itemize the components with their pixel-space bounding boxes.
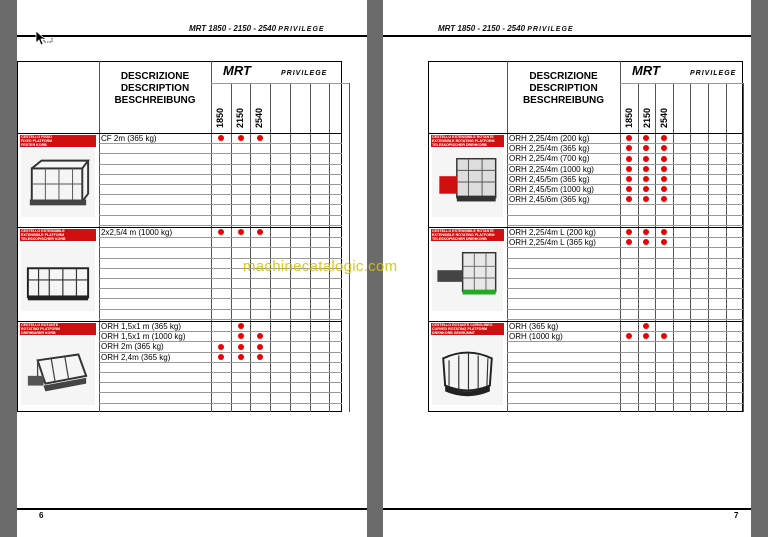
description-header-line: DESCRIZIONE xyxy=(529,71,598,82)
model-header-1850: 1850 xyxy=(215,107,225,128)
row-description: ORH 1,5x1 m (1000 kg) xyxy=(101,332,186,342)
header-rule xyxy=(17,35,367,37)
platform-image xyxy=(21,149,95,217)
row-divider xyxy=(99,164,342,165)
description-header-line: DESCRIPTION xyxy=(529,83,598,94)
row-divider xyxy=(507,258,743,259)
mrt-label: MRT xyxy=(632,63,660,78)
availability-dot xyxy=(218,354,224,360)
availability-dot xyxy=(661,166,667,172)
model-header-1850: 1850 xyxy=(624,107,634,128)
row-divider xyxy=(99,204,342,205)
section-label xyxy=(20,229,96,241)
model-header-2150: 2150 xyxy=(234,107,245,128)
row-divider xyxy=(99,143,342,144)
section-label xyxy=(431,323,504,335)
section-label-line: CESTELLO FISSO xyxy=(21,135,52,139)
availability-dot xyxy=(238,333,244,339)
description-header xyxy=(507,71,620,107)
availability-dot xyxy=(626,176,632,182)
row-divider xyxy=(99,309,342,310)
availability-dot xyxy=(238,354,244,360)
row-divider xyxy=(99,225,342,226)
row-divider xyxy=(99,278,342,279)
row-description: ORH 2,4m (365 kg) xyxy=(101,352,171,362)
section-label-line: TELESKOPISCHER DREHKORB xyxy=(432,143,487,147)
availability-dot xyxy=(238,135,244,141)
availability-dot xyxy=(238,229,244,235)
section-label-line: FESTER KORB xyxy=(21,143,47,147)
row-divider xyxy=(507,403,743,404)
section-image xyxy=(432,337,503,405)
section-label-line: EXTENSIBLE ROTATING PLATFORM xyxy=(432,233,495,237)
availability-dot xyxy=(238,323,244,329)
availability-dot xyxy=(218,229,224,235)
section-label-line: DREHKORB GEKRÜMMT xyxy=(432,331,475,335)
row-description: ORH 2,25/4m (700 kg) xyxy=(509,154,590,164)
platform-image xyxy=(432,149,503,217)
availability-dot xyxy=(626,186,632,192)
section-image xyxy=(21,149,95,217)
row-description: ORH 1,5x1 m (365 kg) xyxy=(101,322,182,331)
row-divider xyxy=(99,372,342,373)
page-number: 7 xyxy=(734,511,739,520)
description-header-line: DESCRIZIONE xyxy=(120,71,190,82)
platform-image xyxy=(432,337,503,405)
section-label-line: EXTENSIBLE PLATFORM xyxy=(21,233,65,237)
availability-dot xyxy=(257,354,263,360)
row-description: ORH 2,25/4m (365 kg) xyxy=(509,144,590,154)
row-divider xyxy=(99,403,342,404)
row-divider xyxy=(507,319,743,320)
row-divider xyxy=(507,215,743,216)
section-label-line: CESTELLO ROTANTE xyxy=(21,323,59,327)
row-description: CF 2m (365 kg) xyxy=(101,134,157,143)
section-label-line: CESTELLO ROTANTE CURVILINEO xyxy=(432,323,493,327)
row-description: ORH 2m (365 kg) xyxy=(101,342,164,352)
section-label-line: TELESKOPISCHER DREHKORB xyxy=(432,237,487,241)
section-image xyxy=(432,149,503,217)
availability-dot xyxy=(661,176,667,182)
model-header-2540: 2540 xyxy=(254,107,265,128)
row-description: ORH 2,45/6m (365 kg) xyxy=(509,195,590,205)
row-divider xyxy=(99,382,342,383)
row-divider xyxy=(507,268,743,269)
section-label xyxy=(20,323,96,335)
row-divider xyxy=(99,174,342,175)
availability-dot xyxy=(626,135,632,141)
description-header xyxy=(99,71,211,107)
row-divider xyxy=(507,278,743,279)
footer-rule xyxy=(17,508,367,510)
section-image xyxy=(432,243,503,311)
platform-image xyxy=(432,243,503,311)
section-label-line: CESTELLO ESTENSIBILE xyxy=(21,229,65,233)
section-divider xyxy=(428,321,743,322)
section-image xyxy=(21,337,95,405)
row-divider xyxy=(507,372,743,373)
model-header-2540: 2540 xyxy=(659,107,670,128)
section-label-line: EXTENSIBLE ROTATING PLATFORM xyxy=(432,139,495,143)
row-description: ORH 2,45/5m (1000 kg) xyxy=(509,185,594,194)
row-description: ORH 2,25/4m (200 kg) xyxy=(509,134,590,143)
section-divider xyxy=(17,133,342,134)
row-description: ORH 2,25/4m L (365 kg) xyxy=(509,238,596,248)
mrt-label: MRT xyxy=(223,63,251,78)
header-brand: PRIVILEGE xyxy=(278,26,325,33)
privilege-label: PRIVILEGE xyxy=(690,70,737,77)
section-label-line: ROTATING PLATFORM xyxy=(21,327,60,331)
availability-dot xyxy=(661,156,667,162)
row-description: ORH 2,25/4m L (200 kg) xyxy=(509,228,596,237)
row-divider xyxy=(507,225,743,226)
availability-dot xyxy=(218,135,224,141)
mouse-cursor-icon xyxy=(35,30,55,50)
page-header xyxy=(189,24,325,33)
row-divider xyxy=(99,298,342,299)
header-title: MRT 1850 - 2150 - 2540 xyxy=(438,24,526,33)
row-description: ORH (1000 kg) xyxy=(509,332,563,342)
column-divider xyxy=(349,83,350,412)
row-divider xyxy=(507,288,743,289)
row-divider xyxy=(99,288,342,289)
watermark: machinecatalogic.com xyxy=(243,258,398,275)
section-label-line: FIXED PLATFORM xyxy=(21,139,53,143)
platform-image xyxy=(21,337,95,405)
footer-rule xyxy=(383,508,751,510)
header-divider xyxy=(620,83,743,84)
row-divider xyxy=(99,215,342,216)
row-description: ORH 2,25/4m (1000 kg) xyxy=(509,164,594,174)
availability-dot xyxy=(626,156,632,162)
section-label-line: DREHBARER KORB xyxy=(21,331,56,335)
header-divider xyxy=(211,83,349,84)
row-divider xyxy=(99,194,342,195)
section-image xyxy=(21,243,95,311)
description-header-line: BESCHREIBUNG xyxy=(522,95,605,106)
right-page xyxy=(383,0,751,537)
section-label-line: CESTELLO ESTENSIBILE ROTANTE xyxy=(432,229,494,233)
row-divider xyxy=(507,392,743,393)
row-divider xyxy=(99,362,342,363)
row-divider xyxy=(507,309,743,310)
row-divider xyxy=(99,237,342,238)
availability-dot xyxy=(626,166,632,172)
column-divider xyxy=(743,83,744,412)
privilege-label: PRIVILEGE xyxy=(281,70,328,77)
row-divider xyxy=(99,153,342,154)
page-header xyxy=(438,24,574,33)
row-divider xyxy=(507,362,743,363)
platform-image xyxy=(21,243,95,311)
section-divider xyxy=(17,227,342,228)
row-divider xyxy=(507,247,743,248)
availability-dot xyxy=(218,344,224,350)
row-description: ORH (365 kg) xyxy=(509,322,559,331)
section-label xyxy=(20,135,96,147)
row-description: ORH 2,45/5m (365 kg) xyxy=(509,174,590,184)
row-divider xyxy=(99,392,342,393)
header-brand: PRIVILEGE xyxy=(527,26,574,33)
row-divider xyxy=(507,382,743,383)
description-header-line: BESCHREIBUNG xyxy=(114,95,196,106)
section-label-line: CESTELLO ESTENSIBILE ROTANTE xyxy=(432,135,494,139)
description-header-line: DESCRIPTION xyxy=(120,83,190,94)
row-divider xyxy=(99,319,342,320)
availability-dot xyxy=(643,156,649,162)
availability-dot xyxy=(257,344,263,350)
header-title: MRT 1850 - 2150 - 2540 xyxy=(189,24,277,33)
availability-dot xyxy=(238,344,244,350)
row-divider xyxy=(99,247,342,248)
section-label-line: CURVED ROTATING PLATFORM xyxy=(432,327,488,331)
section-label xyxy=(431,229,504,241)
availability-dot xyxy=(626,229,632,235)
row-divider xyxy=(507,352,743,353)
row-divider xyxy=(99,184,342,185)
section-label-line: TELESKOPISCHER KORB xyxy=(21,237,66,241)
section-label xyxy=(431,135,504,147)
model-header-2150: 2150 xyxy=(641,107,652,128)
header-rule xyxy=(383,35,751,37)
row-divider xyxy=(507,341,743,342)
row-description: 2x2,5/4 m (1000 kg) xyxy=(101,228,173,237)
row-divider xyxy=(507,298,743,299)
page-number: 6 xyxy=(39,511,44,520)
row-divider xyxy=(507,204,743,205)
